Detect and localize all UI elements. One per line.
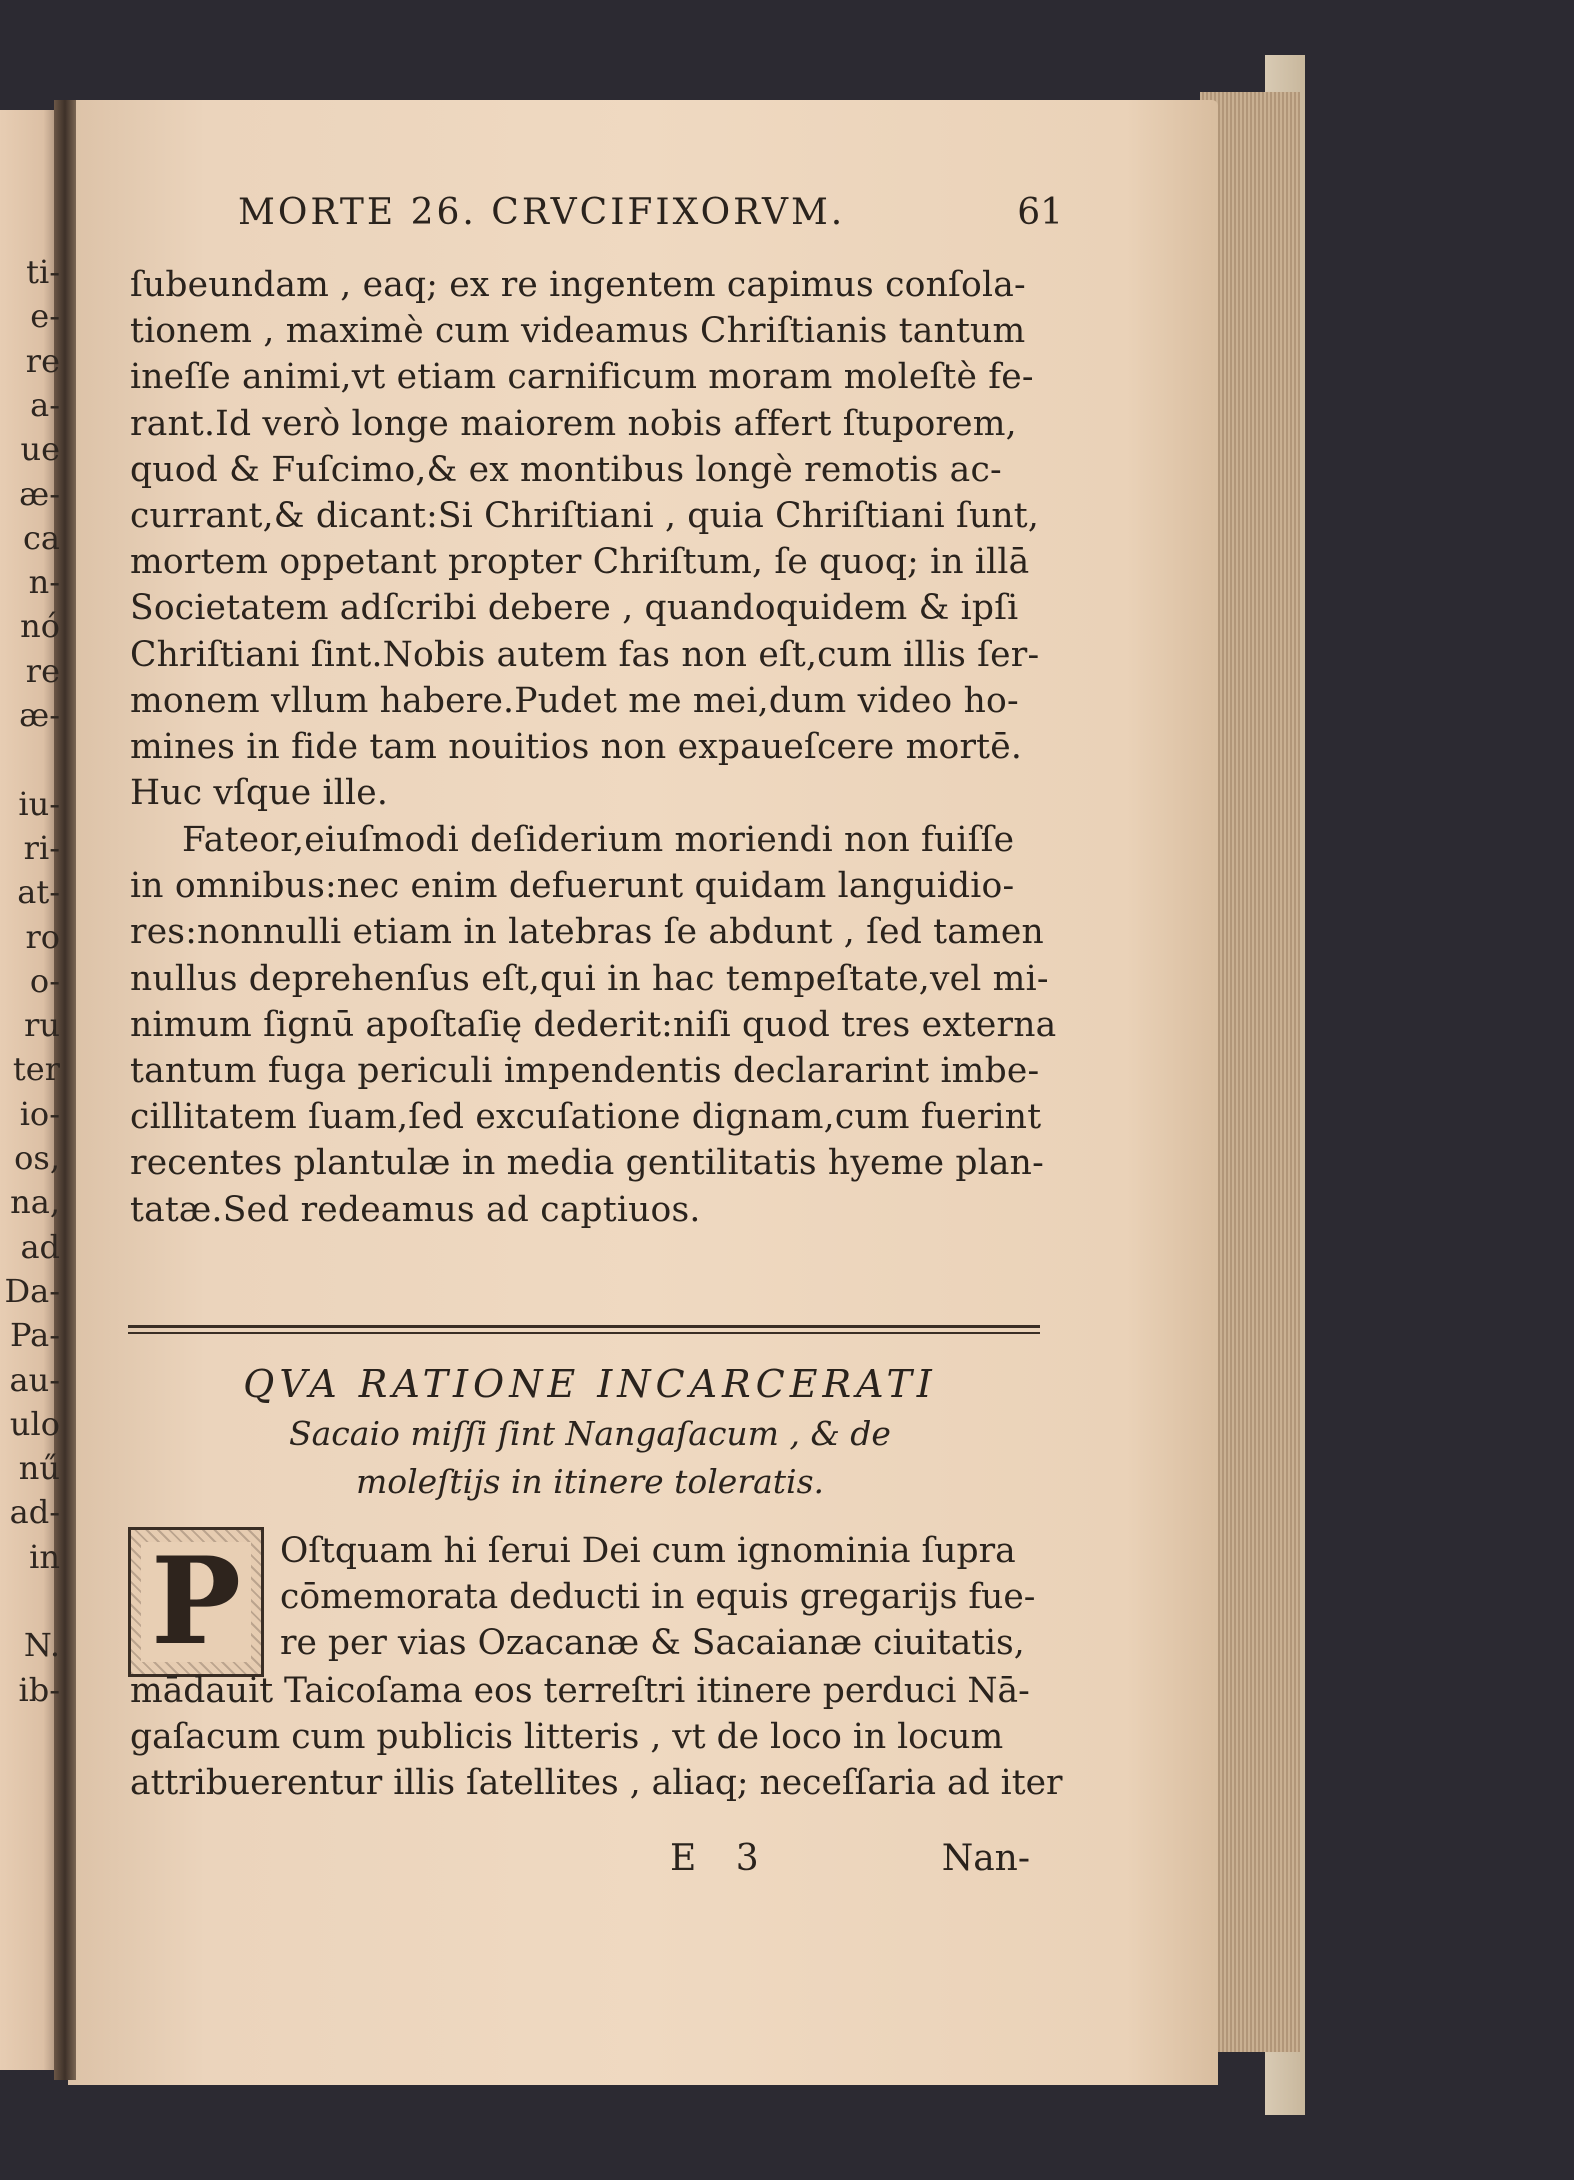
left-page-fragment: ue xyxy=(20,430,60,469)
text-line: Societatem adſcribi debere , quandoquidem & ipſi xyxy=(130,588,1019,629)
heading-line-2: Sacaio miſſi ſint Nangaſacum , & de xyxy=(289,1414,891,1453)
page-number: 61 xyxy=(1017,192,1063,233)
left-page-fragment: at- xyxy=(17,873,60,912)
left-page-fragment: n- xyxy=(28,563,60,602)
left-page-fragment: ti- xyxy=(26,253,60,291)
left-page-fragment: a- xyxy=(30,385,60,424)
left-page-fragment: iu- xyxy=(18,784,60,823)
text-line: rant.Id verò longe maiorem nobis affert ſtuporem, xyxy=(130,403,1017,444)
text-line: mortem oppetant propter Chriſtum, ſe quoq; in illā xyxy=(130,542,1030,583)
left-page-fragment: os, xyxy=(14,1139,60,1177)
text-line: Huc vſque ille. xyxy=(130,773,389,814)
section-divider xyxy=(128,1325,1040,1334)
left-page-fragment: na, xyxy=(10,1183,60,1222)
left-page-fragment: æ- xyxy=(19,474,60,513)
text-line: monem vllum habere.Pudet me mei,dum video ho- xyxy=(130,680,1019,721)
left-page-fragment: ad- xyxy=(9,1493,60,1532)
text-line: nullus deprehenſus eſt,qui in hac tempeſtate,vel mi- xyxy=(130,958,1049,999)
paragraph-2 xyxy=(130,817,1057,1233)
paragraph-3-beside-cap xyxy=(280,1528,1060,1667)
left-page-fragment: Da- xyxy=(4,1271,60,1310)
left-page-fragment: Pa- xyxy=(10,1316,60,1355)
left-page-fragment: ri- xyxy=(23,828,60,867)
text-line: tatæ.Sed redeamus ad captiuos. xyxy=(130,1189,701,1230)
running-header xyxy=(238,192,1063,233)
text-line: ſubeundam , eaq; ex re ingentem capimus conſola- xyxy=(130,265,1026,305)
heading-line-3: moleſtijs in itinere toleratis. xyxy=(355,1462,825,1501)
text-line: in omnibus:nec enim defuerunt quidam languidio- xyxy=(130,866,1015,907)
left-page-fragment: nó xyxy=(20,607,60,646)
text-line: quod & Fuſcimo,& ex montibus longè remotis ac- xyxy=(130,449,1002,490)
text-line: res:nonnulli etiam in latebras ſe abdunt , ſed tamen xyxy=(130,912,1044,953)
left-page-fragment: au- xyxy=(9,1360,60,1399)
text-line: mādauit Taicoſama eos terreſtri itinere perduci Nā- xyxy=(130,1671,1030,1711)
section-heading xyxy=(130,1358,1050,1506)
left-page-fragment: ro xyxy=(25,917,60,956)
left-page-fragment: re xyxy=(25,341,60,380)
text-line: tionem , maximè cum videamus Chriſtianis tantum xyxy=(130,311,1026,352)
text-line: Oſtquam hi ſerui Dei cum ignominia ſupra xyxy=(280,1531,1016,1571)
drop-cap-letter: P xyxy=(141,1542,251,1662)
ornamental-drop-cap xyxy=(128,1527,264,1677)
left-page-fragment: re xyxy=(25,651,60,690)
left-page-fragment: e- xyxy=(30,297,60,336)
paragraph-1 xyxy=(130,262,1050,816)
paragraph-3-rest xyxy=(130,1668,1063,1807)
text-line: recentes plantulæ in media gentilitatis hyeme plan- xyxy=(130,1143,1044,1184)
left-page-fragment: io- xyxy=(19,1094,60,1133)
left-page-fragment: ca xyxy=(23,518,60,557)
left-page-fragment: ter xyxy=(12,1050,60,1089)
text-line: cillitatem ſuam,ſed excuſatione dignam,cum fuerint xyxy=(130,1097,1042,1138)
left-page-fragment: in xyxy=(29,1537,60,1576)
left-page-fragment: æ- xyxy=(19,696,60,734)
left-page-fragment: ib- xyxy=(18,1670,60,1709)
text-line: currant,& dicant:Si Chriſtiani , quia Chriſtiani ſunt, xyxy=(130,495,1040,536)
left-page-fragment: ulo xyxy=(9,1404,60,1443)
running-title: MORTE 26. CRVCIFIXORVM. xyxy=(238,192,846,233)
signature-mark: E 3 xyxy=(670,1838,773,1879)
text-line: attribuerentur illis ſatellites , aliaq; neceſſaria ad iter xyxy=(130,1763,1063,1804)
text-line: Chriſtiani ſint.Nobis autem fas non eſt,cum illis ſer- xyxy=(130,634,1040,675)
text-line: ineſſe animi,vt etiam carnificum moram moleſtè fe- xyxy=(130,357,1034,398)
left-page-fragment: ad xyxy=(20,1227,60,1266)
text-line: cōmemorata deducti in equis gregarijs fue- xyxy=(280,1577,1036,1618)
heading-line-1: QVA RATIONE INCARCERATI xyxy=(243,1362,937,1406)
left-page-fragment: nű xyxy=(18,1449,60,1488)
left-page-fragment: ru xyxy=(24,1006,60,1045)
text-line: nimum ſignū apoſtaſię dederit:niſi quod tres externa xyxy=(130,1004,1057,1045)
text-line: re per vias Ozacanæ & Sacaianæ ciuitatis, xyxy=(280,1623,1025,1664)
catchword: Nan- xyxy=(941,1838,1030,1879)
left-page-fragment: o- xyxy=(29,961,60,1000)
text-line: mines in fide tam nouitios non expaueſcere mortē. xyxy=(130,726,1022,767)
text-line: Fateor,eiuſmodi deſiderium moriendi non fuiſſe xyxy=(182,820,1015,860)
text-line: tantum fuga periculi impendentis declararint imbe- xyxy=(130,1050,1040,1091)
text-line: gaſacum cum publicis litteris , vt de loco in locum xyxy=(130,1717,1004,1758)
left-page-fragment: N. xyxy=(23,1626,60,1665)
